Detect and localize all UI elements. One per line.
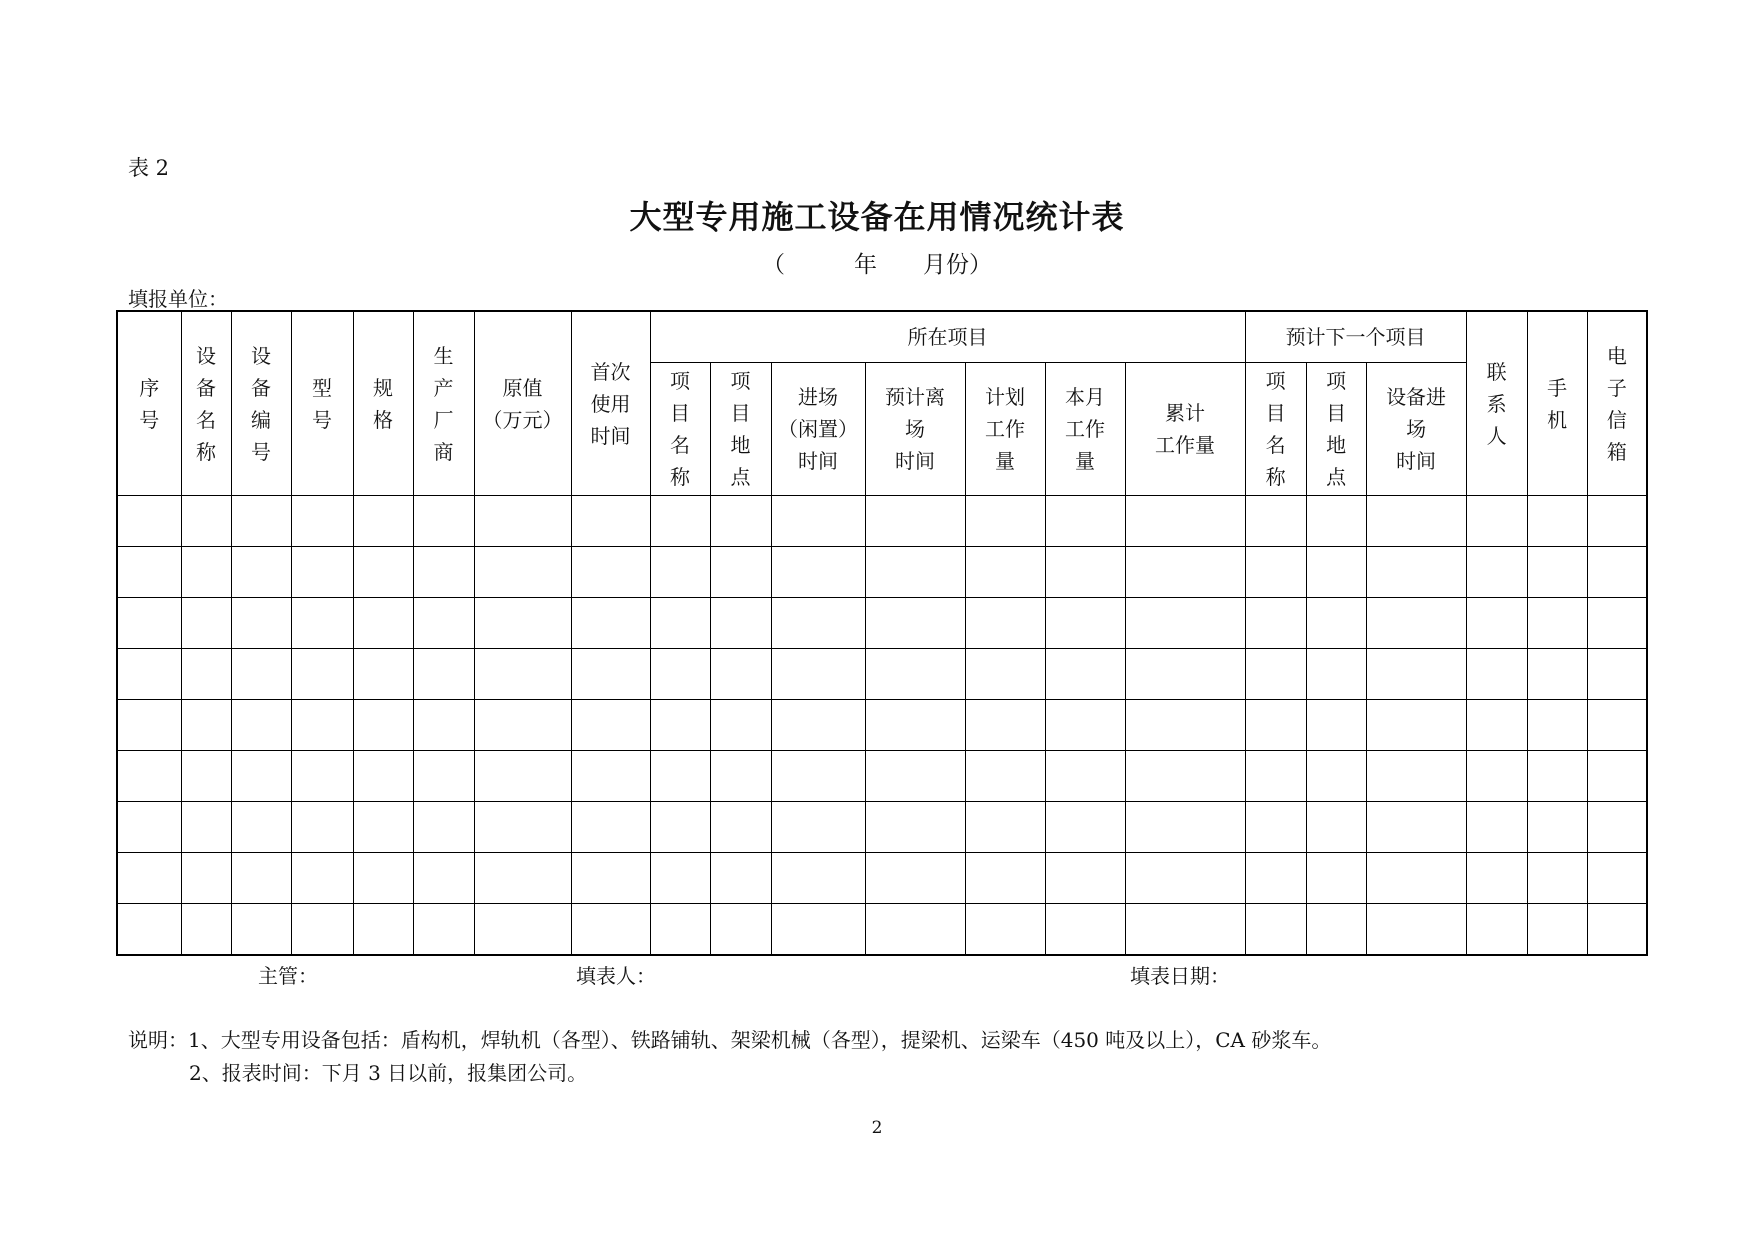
header-original-value xyxy=(474,311,571,496)
table-cell[interactable] xyxy=(1527,700,1587,751)
header-line: 工作 xyxy=(985,417,1025,441)
table-cell[interactable] xyxy=(291,598,353,649)
table-cell[interactable] xyxy=(1245,598,1306,649)
table-cell[interactable] xyxy=(413,649,474,700)
table-cell[interactable] xyxy=(865,751,965,802)
equipment-usage-table xyxy=(116,310,1648,956)
header-line: 项 xyxy=(1326,369,1347,393)
table-cell[interactable] xyxy=(1306,853,1366,904)
header-line: 项 xyxy=(730,369,751,393)
table-cell[interactable] xyxy=(771,598,865,649)
table-cell[interactable] xyxy=(231,751,291,802)
table-cell[interactable] xyxy=(1306,649,1366,700)
table-cell[interactable] xyxy=(413,751,474,802)
header-line: 号 xyxy=(139,407,160,432)
header-line: 设 xyxy=(251,343,271,368)
header-line: 计划 xyxy=(985,385,1025,409)
table-cell[interactable] xyxy=(1587,649,1647,700)
table-cell[interactable] xyxy=(1466,649,1527,700)
table-cell[interactable] xyxy=(1125,649,1245,700)
header-line: 商 xyxy=(433,439,454,464)
table-cell[interactable] xyxy=(1125,547,1245,598)
table-row xyxy=(117,649,1647,700)
table-cell[interactable] xyxy=(571,751,650,802)
table-cell[interactable] xyxy=(1245,700,1306,751)
table-cell[interactable] xyxy=(1045,649,1125,700)
header-planned-workload xyxy=(965,363,1045,496)
table-cell[interactable] xyxy=(117,904,181,956)
table-cell[interactable] xyxy=(474,598,571,649)
table-cell[interactable] xyxy=(650,598,710,649)
table-row xyxy=(117,700,1647,751)
header-monthly-workload xyxy=(1045,363,1125,496)
table-cell[interactable] xyxy=(1045,751,1125,802)
table-cell[interactable] xyxy=(710,700,771,751)
header-line: 规 xyxy=(373,375,393,400)
header-equipment-number xyxy=(231,311,291,496)
header-current-project-location xyxy=(710,363,771,496)
table-cell[interactable] xyxy=(1587,598,1647,649)
table-cell[interactable] xyxy=(353,598,413,649)
page-title: 大型专用施工设备在用情况统计表 xyxy=(629,198,1125,236)
table-cell[interactable] xyxy=(291,802,353,853)
header-line: 时间 xyxy=(798,449,838,473)
header-line: 目 xyxy=(730,401,751,425)
header-line: 本月 xyxy=(1065,385,1105,409)
table-cell[interactable] xyxy=(231,904,291,956)
table-cell[interactable] xyxy=(1125,700,1245,751)
table-cell[interactable] xyxy=(353,904,413,956)
table-cell[interactable] xyxy=(1125,751,1245,802)
header-next-project-location xyxy=(1306,363,1366,496)
note-line-1: 说明：1、大型专用设备包括：盾构机，焊轨机（各型）、铁路铺轨、架梁机械（各型），提梁机、运梁车（450 吨及以上），CA 砂浆车。 xyxy=(128,1028,1332,1052)
header-line: 联 xyxy=(1486,359,1507,384)
table-cell[interactable] xyxy=(181,802,231,853)
table-cell[interactable] xyxy=(231,700,291,751)
table-cell[interactable] xyxy=(771,904,865,956)
table-cell[interactable] xyxy=(650,751,710,802)
header-line: 预计离 xyxy=(885,385,945,409)
header-next-project-name xyxy=(1245,363,1306,496)
header-line: 人 xyxy=(1486,423,1507,448)
header-equipment-entry-time xyxy=(1366,363,1466,496)
table-cell[interactable] xyxy=(181,700,231,751)
table-cell[interactable] xyxy=(353,649,413,700)
header-line: 称 xyxy=(670,465,690,489)
table-cell[interactable] xyxy=(1306,751,1366,802)
table-cell[interactable] xyxy=(413,496,474,547)
table-cell[interactable] xyxy=(231,802,291,853)
table-cell[interactable] xyxy=(1466,802,1527,853)
table-cell[interactable] xyxy=(1306,598,1366,649)
table-cell[interactable] xyxy=(1527,598,1587,649)
header-line: 机 xyxy=(1547,407,1568,432)
header-line: 号 xyxy=(312,407,332,432)
header-line: 原值 xyxy=(502,375,543,400)
fill-date-label: 填表日期： xyxy=(1130,964,1230,988)
table-cell[interactable] xyxy=(650,547,710,598)
table-cell[interactable] xyxy=(965,598,1045,649)
header-line: 地 xyxy=(1326,433,1347,457)
table-cell[interactable] xyxy=(1366,700,1466,751)
header-line: 使用 xyxy=(590,391,631,416)
table-cell[interactable] xyxy=(710,547,771,598)
table-cell[interactable] xyxy=(1045,853,1125,904)
header-next-project: 预计下一个项目 xyxy=(1245,311,1466,363)
header-line: 手 xyxy=(1547,375,1568,400)
table-cell[interactable] xyxy=(474,496,571,547)
table-cell[interactable] xyxy=(710,853,771,904)
filler-label: 填表人： xyxy=(576,964,656,988)
table-row xyxy=(117,751,1647,802)
table-cell[interactable] xyxy=(1527,751,1587,802)
table-cell[interactable] xyxy=(710,904,771,956)
header-line: 目 xyxy=(670,401,690,425)
header-line: 量 xyxy=(995,449,1015,473)
header-line: 时间 xyxy=(1396,449,1437,473)
table-cell[interactable] xyxy=(1045,904,1125,956)
table-cell[interactable] xyxy=(571,904,650,956)
table-cell[interactable] xyxy=(571,598,650,649)
header-line: 首次 xyxy=(590,359,631,384)
header-cumulative-workload xyxy=(1125,363,1245,496)
table-cell[interactable] xyxy=(1587,853,1647,904)
table-cell[interactable] xyxy=(1245,853,1306,904)
table-cell[interactable] xyxy=(117,700,181,751)
table-cell[interactable] xyxy=(1245,751,1306,802)
table-cell[interactable] xyxy=(865,598,965,649)
table-cell[interactable] xyxy=(1466,853,1527,904)
report-period: （ 年 月份） xyxy=(762,252,992,278)
table-cell[interactable] xyxy=(1366,853,1466,904)
header-line: 进场 xyxy=(798,385,838,409)
header-line: 厂 xyxy=(433,407,454,432)
table-cell[interactable] xyxy=(353,802,413,853)
header-line: 设 xyxy=(196,343,216,368)
table-cell[interactable] xyxy=(1045,496,1125,547)
table-cell[interactable] xyxy=(1366,496,1466,547)
table-cell[interactable] xyxy=(413,547,474,598)
table-cell[interactable] xyxy=(1527,802,1587,853)
table-cell[interactable] xyxy=(1306,547,1366,598)
table-cell[interactable] xyxy=(1366,904,1466,956)
header-equipment-name xyxy=(181,311,231,496)
table-number: 表 2 xyxy=(128,156,170,180)
table-cell[interactable] xyxy=(1306,700,1366,751)
table-cell[interactable] xyxy=(413,904,474,956)
table-row xyxy=(117,802,1647,853)
table-cell[interactable] xyxy=(865,802,965,853)
table-cell[interactable] xyxy=(231,598,291,649)
header-line: 时间 xyxy=(895,449,935,473)
header-line: 信 xyxy=(1606,407,1627,432)
table-cell[interactable] xyxy=(965,751,1045,802)
table-cell[interactable] xyxy=(1527,496,1587,547)
table-cell[interactable] xyxy=(353,751,413,802)
header-line: 电 xyxy=(1606,343,1627,368)
table-cell[interactable] xyxy=(1587,751,1647,802)
header-first-use-time xyxy=(571,311,650,496)
table-cell[interactable] xyxy=(710,496,771,547)
table-cell[interactable] xyxy=(1245,496,1306,547)
table-cell[interactable] xyxy=(1045,700,1125,751)
table-row xyxy=(117,547,1647,598)
table-cell[interactable] xyxy=(117,547,181,598)
table-cell[interactable] xyxy=(865,496,965,547)
table-cell[interactable] xyxy=(965,649,1045,700)
header-line: 名 xyxy=(196,407,216,432)
table-cell[interactable] xyxy=(865,853,965,904)
header-line: 格 xyxy=(373,407,393,432)
table-cell[interactable] xyxy=(650,649,710,700)
table-cell[interactable] xyxy=(1125,853,1245,904)
table-cell[interactable] xyxy=(650,802,710,853)
table-cell[interactable] xyxy=(474,802,571,853)
header-line: 点 xyxy=(730,465,751,489)
table-cell[interactable] xyxy=(965,496,1045,547)
table-cell[interactable] xyxy=(1587,904,1647,956)
table-cell[interactable] xyxy=(771,547,865,598)
header-line: 地 xyxy=(730,433,751,457)
table-cell[interactable] xyxy=(1366,649,1466,700)
header-line: 点 xyxy=(1326,465,1347,489)
table-cell[interactable] xyxy=(1466,700,1527,751)
table-cell[interactable] xyxy=(413,802,474,853)
table-cell[interactable] xyxy=(231,853,291,904)
header-line: 量 xyxy=(1075,449,1095,473)
table-cell[interactable] xyxy=(1245,802,1306,853)
header-spec xyxy=(353,311,413,496)
table-cell[interactable] xyxy=(1125,496,1245,547)
table-cell[interactable] xyxy=(413,598,474,649)
table-cell[interactable] xyxy=(1466,598,1527,649)
page-number: 2 xyxy=(871,1118,883,1138)
table-cell[interactable] xyxy=(865,649,965,700)
table-cell[interactable] xyxy=(571,496,650,547)
header-line: 产 xyxy=(433,375,454,400)
table-cell[interactable] xyxy=(1125,904,1245,956)
table-cell[interactable] xyxy=(1366,547,1466,598)
header-line: 型 xyxy=(312,375,332,400)
table-cell[interactable] xyxy=(117,751,181,802)
table-cell[interactable] xyxy=(231,496,291,547)
table-cell[interactable] xyxy=(117,802,181,853)
table-row xyxy=(117,598,1647,649)
table-row xyxy=(117,904,1647,956)
header-current-project: 所在项目 xyxy=(650,311,1245,363)
header-line: 备 xyxy=(196,375,216,400)
table-cell[interactable] xyxy=(771,649,865,700)
table-cell[interactable] xyxy=(710,598,771,649)
table-cell[interactable] xyxy=(1045,598,1125,649)
table-cell[interactable] xyxy=(650,853,710,904)
header-manufacturer xyxy=(413,311,474,496)
header-line: 设备进 xyxy=(1386,385,1447,409)
table-cell[interactable] xyxy=(181,904,231,956)
header-line: 工作 xyxy=(1065,417,1105,441)
table-cell[interactable] xyxy=(771,496,865,547)
table-cell[interactable] xyxy=(1527,853,1587,904)
table-cell[interactable] xyxy=(650,700,710,751)
header-line: 称 xyxy=(196,439,216,464)
header-entry-time xyxy=(771,363,865,496)
header-seq xyxy=(117,311,181,496)
table-cell[interactable] xyxy=(291,700,353,751)
table-cell[interactable] xyxy=(117,496,181,547)
header-line: （万元） xyxy=(482,407,563,432)
header-email xyxy=(1587,311,1647,496)
header-line: 累计 xyxy=(1165,401,1206,425)
header-line: 备 xyxy=(251,375,271,400)
header-line: 时间 xyxy=(590,423,631,448)
table-cell[interactable] xyxy=(1245,547,1306,598)
header-line: 工作量 xyxy=(1155,433,1216,457)
table-cell[interactable] xyxy=(353,853,413,904)
header-model xyxy=(291,311,353,496)
table-cell[interactable] xyxy=(231,547,291,598)
header-line: 项 xyxy=(670,369,690,393)
table-cell[interactable] xyxy=(1527,547,1587,598)
table-cell[interactable] xyxy=(291,547,353,598)
table-cell[interactable] xyxy=(1466,496,1527,547)
header-line: 箱 xyxy=(1606,439,1627,464)
table-cell[interactable] xyxy=(865,700,965,751)
table-cell[interactable] xyxy=(181,649,231,700)
supervisor-label: 主管： xyxy=(258,964,318,988)
header-line: 生 xyxy=(433,343,454,368)
header-current-project-name xyxy=(650,363,710,496)
table-cell[interactable] xyxy=(1366,751,1466,802)
table-cell[interactable] xyxy=(571,853,650,904)
header-line: （闲置） xyxy=(778,417,858,441)
table-cell[interactable] xyxy=(474,649,571,700)
table-cell[interactable] xyxy=(1366,598,1466,649)
header-line: 名 xyxy=(1265,433,1286,457)
table-cell[interactable] xyxy=(117,649,181,700)
table-cell[interactable] xyxy=(965,802,1045,853)
table-cell[interactable] xyxy=(181,853,231,904)
table-cell[interactable] xyxy=(1125,598,1245,649)
table-cell[interactable] xyxy=(771,751,865,802)
table-cell[interactable] xyxy=(1245,904,1306,956)
table-cell[interactable] xyxy=(117,598,181,649)
table-cell[interactable] xyxy=(771,853,865,904)
table-cell[interactable] xyxy=(710,649,771,700)
table-cell[interactable] xyxy=(571,649,650,700)
table-cell[interactable] xyxy=(181,547,231,598)
table-cell[interactable] xyxy=(353,496,413,547)
table-cell[interactable] xyxy=(771,802,865,853)
table-cell[interactable] xyxy=(650,496,710,547)
table-cell[interactable] xyxy=(710,751,771,802)
header-planned-exit-time xyxy=(865,363,965,496)
reporting-unit-label: 填报单位： xyxy=(128,287,228,311)
table-cell[interactable] xyxy=(474,853,571,904)
table-cell[interactable] xyxy=(181,598,231,649)
header-line: 场 xyxy=(1406,417,1427,441)
table-cell[interactable] xyxy=(353,700,413,751)
table-cell[interactable] xyxy=(291,751,353,802)
table-cell[interactable] xyxy=(965,547,1045,598)
table-cell[interactable] xyxy=(571,700,650,751)
table-cell[interactable] xyxy=(710,802,771,853)
table-cell[interactable] xyxy=(117,853,181,904)
header-line: 号 xyxy=(251,439,271,464)
header-line: 子 xyxy=(1606,375,1627,400)
header-line: 目 xyxy=(1326,401,1347,425)
table-cell[interactable] xyxy=(353,547,413,598)
table-cell[interactable] xyxy=(571,802,650,853)
header-line: 编 xyxy=(251,407,271,432)
table-cell[interactable] xyxy=(771,700,865,751)
table-cell[interactable] xyxy=(291,904,353,956)
table-cell[interactable] xyxy=(1466,547,1527,598)
table-cell[interactable] xyxy=(1587,547,1647,598)
table-cell[interactable] xyxy=(1306,496,1366,547)
table-cell[interactable] xyxy=(1306,904,1366,956)
table-cell[interactable] xyxy=(965,904,1045,956)
table-cell[interactable] xyxy=(1045,547,1125,598)
header-line: 场 xyxy=(905,417,925,441)
table-row xyxy=(117,496,1647,547)
note-line-2: 2、报表时间：下月 3 日以前，报集团公司。 xyxy=(189,1061,588,1085)
table-cell[interactable] xyxy=(1245,649,1306,700)
table-cell[interactable] xyxy=(474,547,571,598)
table-cell[interactable] xyxy=(474,751,571,802)
table-cell[interactable] xyxy=(865,547,965,598)
table-cell[interactable] xyxy=(474,904,571,956)
table-cell[interactable] xyxy=(965,853,1045,904)
header-line: 目 xyxy=(1265,401,1286,425)
header-line: 序 xyxy=(139,375,160,400)
table-cell[interactable] xyxy=(181,496,231,547)
table-cell[interactable] xyxy=(231,649,291,700)
table-cell[interactable] xyxy=(1045,802,1125,853)
table-cell[interactable] xyxy=(1466,751,1527,802)
table-cell[interactable] xyxy=(474,700,571,751)
table-cell[interactable] xyxy=(291,853,353,904)
table-cell[interactable] xyxy=(1527,649,1587,700)
table-cell[interactable] xyxy=(1306,802,1366,853)
table-cell[interactable] xyxy=(865,904,965,956)
table-cell[interactable] xyxy=(1587,700,1647,751)
table-row xyxy=(117,853,1647,904)
table-cell[interactable] xyxy=(413,700,474,751)
table-cell[interactable] xyxy=(571,547,650,598)
header-contact-person xyxy=(1466,311,1527,496)
table-cell[interactable] xyxy=(650,904,710,956)
table-cell[interactable] xyxy=(181,751,231,802)
table-cell[interactable] xyxy=(413,853,474,904)
header-line: 项 xyxy=(1265,369,1286,393)
table-cell[interactable] xyxy=(1466,904,1527,956)
header-line: 系 xyxy=(1486,391,1507,416)
table-cell[interactable] xyxy=(1587,802,1647,853)
header-line: 称 xyxy=(1265,465,1286,489)
table-cell[interactable] xyxy=(1366,802,1466,853)
table-cell[interactable] xyxy=(1125,802,1245,853)
table-cell[interactable] xyxy=(291,496,353,547)
table-cell[interactable] xyxy=(965,700,1045,751)
table-cell[interactable] xyxy=(291,649,353,700)
header-line: 名 xyxy=(670,433,690,457)
table-cell[interactable] xyxy=(1587,496,1647,547)
table-cell[interactable] xyxy=(1527,904,1587,956)
header-mobile xyxy=(1527,311,1587,496)
